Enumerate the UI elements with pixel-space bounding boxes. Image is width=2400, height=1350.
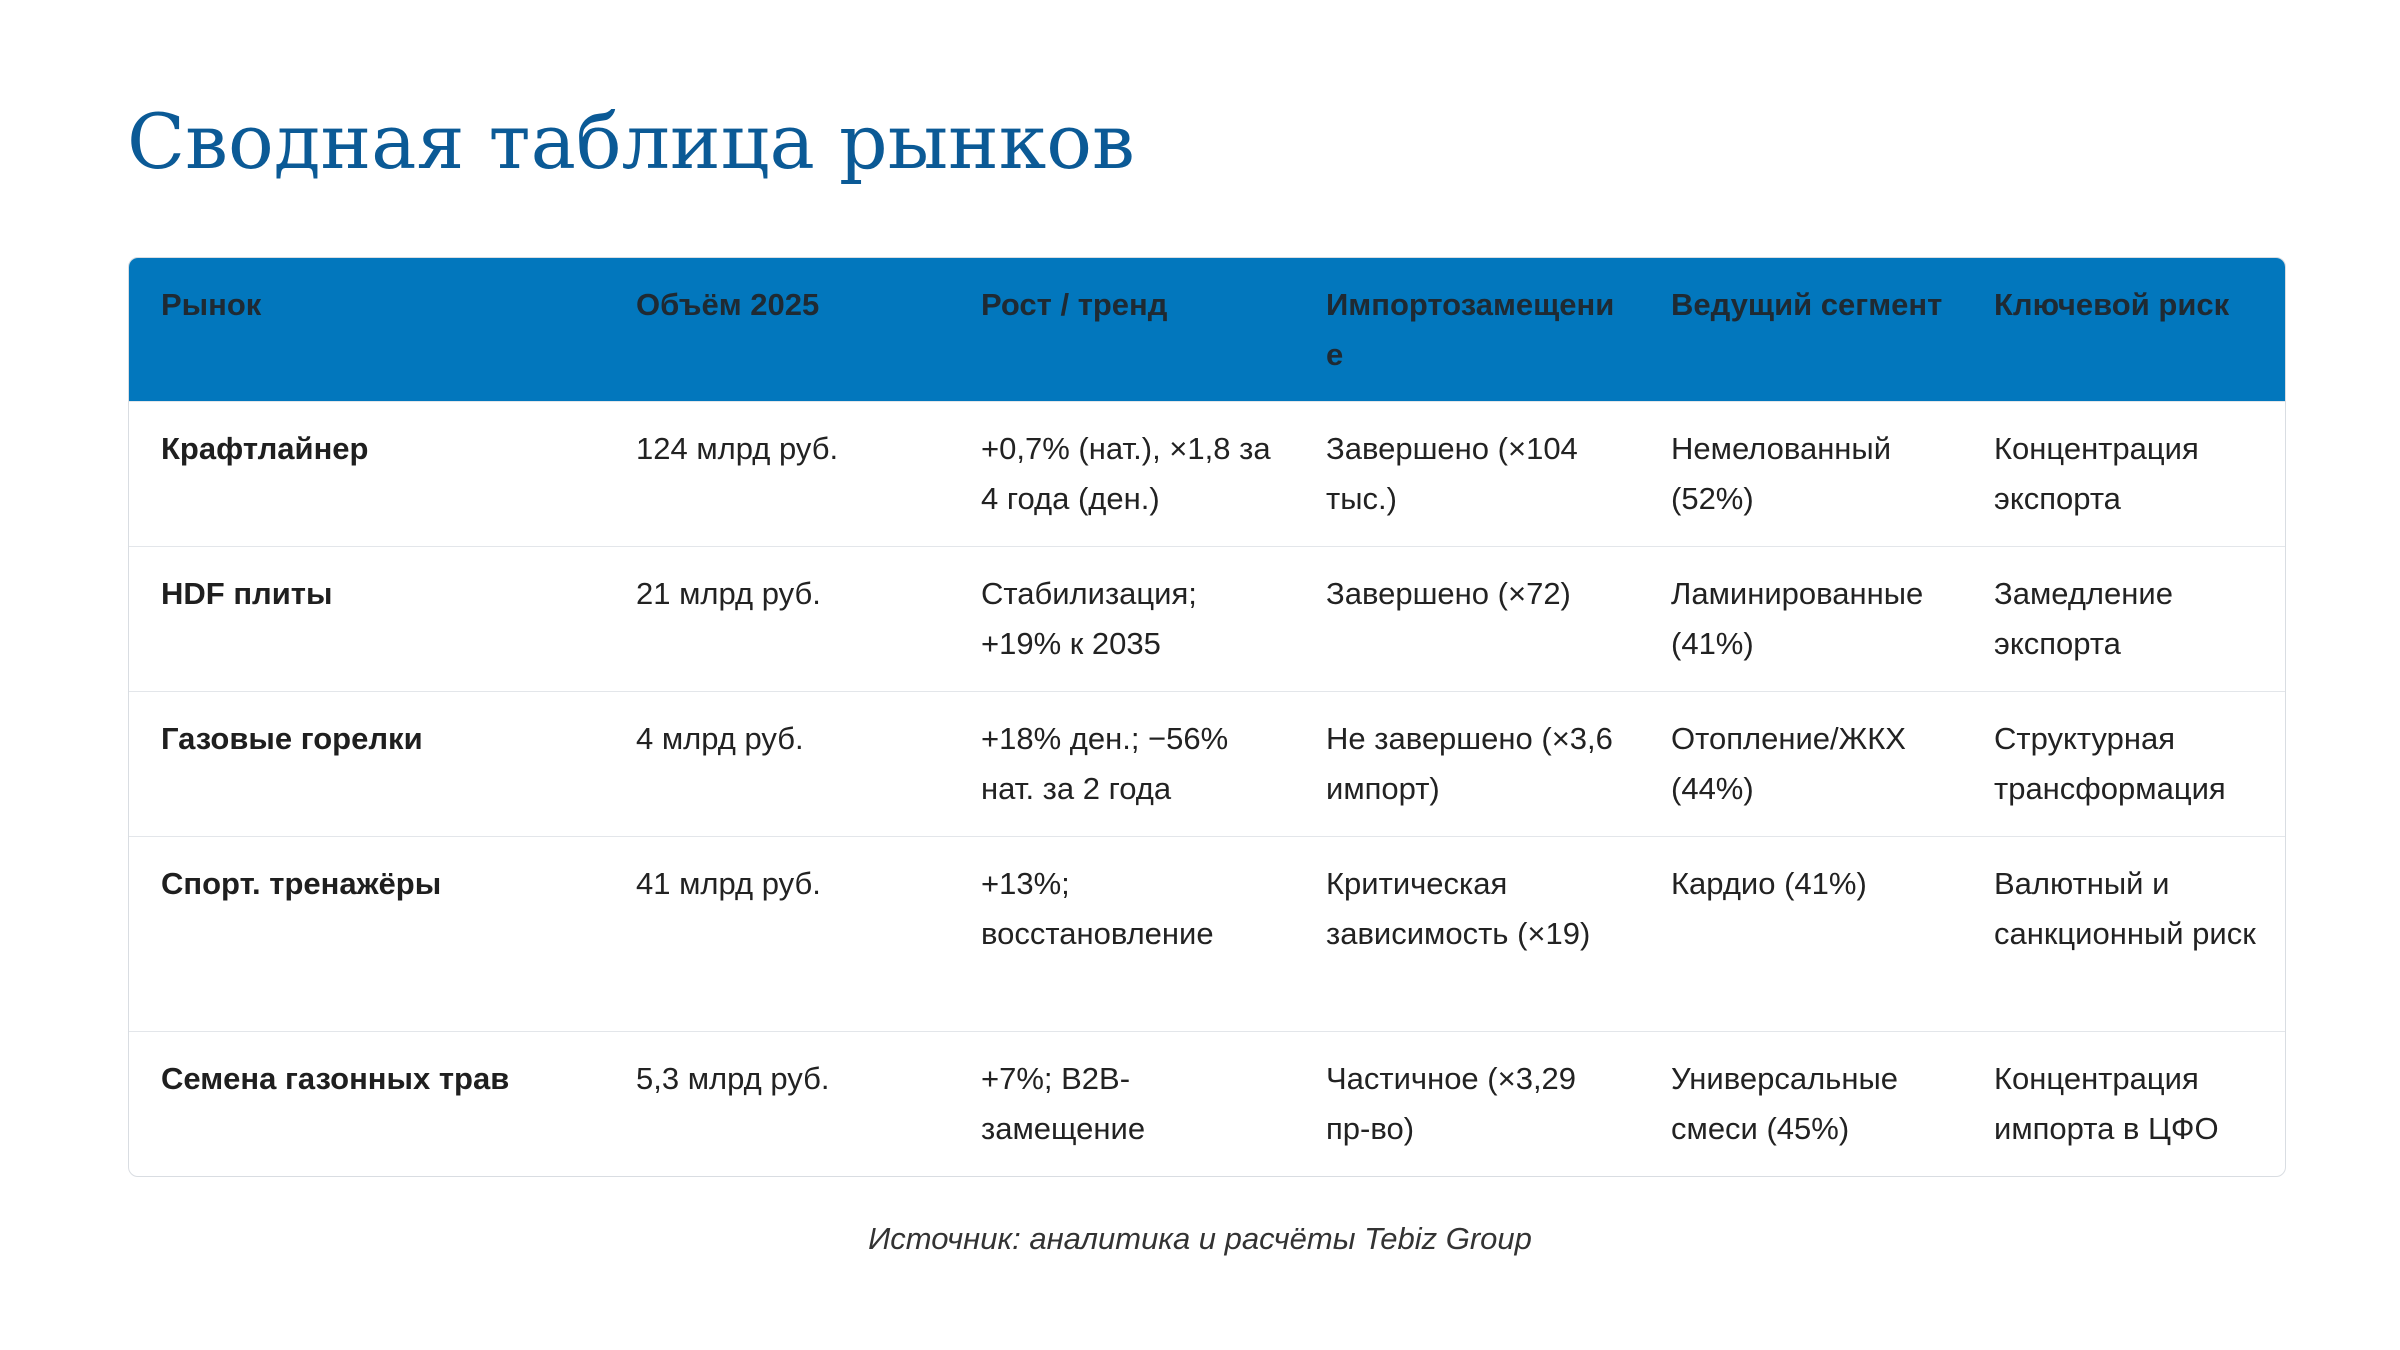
column-header-import-substitution: Импортозамещение — [1326, 287, 1615, 372]
cell-volume: 41 млрд руб. — [604, 836, 949, 1031]
cell-volume: 21 млрд руб. — [604, 546, 949, 691]
cell-growth: +18% ден.; −56% нат. за 2 года — [949, 691, 1294, 836]
markets-table — [129, 258, 2286, 1176]
cell-import-substitution: Завершено (×104 тыс.) — [1294, 401, 1639, 546]
table-row — [129, 691, 2286, 836]
cell-growth: +13%; восстановление — [949, 836, 1294, 1031]
cell-market: Спорт. тренажёры — [129, 836, 604, 1031]
cell-import-substitution: Критическая зависимость (×19) — [1294, 836, 1639, 1031]
cell-leading-segment: Немелованный (52%) — [1639, 401, 1962, 546]
cell-key-risk: Концентрация экспорта — [1962, 401, 2286, 546]
source-caption: Источник: аналитика и расчёты Tebiz Group — [868, 1221, 1532, 1256]
cell-growth: +0,7% (нат.), ×1,8 за 4 года (ден.) — [949, 401, 1294, 546]
cell-key-risk: Замедление экспорта — [1962, 546, 2286, 691]
table-row — [129, 401, 2286, 546]
cell-import-substitution: Частичное (×3,29 пр-во) — [1294, 1031, 1639, 1176]
page-title: Сводная таблица рынков — [127, 97, 1135, 186]
cell-volume: 4 млрд руб. — [604, 691, 949, 836]
column-header-leading-segment: Ведущий сегмент — [1671, 287, 1943, 322]
cell-leading-segment: Ламинированные (41%) — [1639, 546, 1962, 691]
cell-leading-segment: Отопление/ЖКХ (44%) — [1639, 691, 1962, 836]
table-row — [129, 1031, 2286, 1176]
cell-key-risk: Валютный и санкционный риск — [1962, 836, 2286, 1031]
cell-leading-segment: Универсальные смеси (45%) — [1639, 1031, 1962, 1176]
cell-key-risk: Структурная трансформация — [1962, 691, 2286, 836]
cell-market: Семена газонных трав — [129, 1031, 604, 1176]
column-header-market: Рынок — [161, 287, 262, 322]
cell-volume: 5,3 млрд руб. — [604, 1031, 949, 1176]
cell-market: Крафтлайнер — [129, 401, 604, 546]
cell-import-substitution: Не завершено (×3,6 импорт) — [1294, 691, 1639, 836]
cell-growth: +7%; B2B-замещение — [949, 1031, 1294, 1176]
table-header-row — [129, 258, 2286, 401]
column-header-key-risk: Ключевой риск — [1994, 287, 2230, 322]
cell-import-substitution: Завершено (×72) — [1294, 546, 1639, 691]
table-row — [129, 836, 2286, 1031]
cell-market: Газовые горелки — [129, 691, 604, 836]
cell-market: HDF плиты — [129, 546, 604, 691]
table-row — [129, 546, 2286, 691]
cell-key-risk: Концентрация импорта в ЦФО — [1962, 1031, 2286, 1176]
column-header-growth: Рост / тренд — [981, 287, 1168, 322]
markets-table-container — [128, 257, 2286, 1177]
cell-leading-segment: Кардио (41%) — [1639, 836, 1962, 1031]
column-header-volume: Объём 2025 — [636, 287, 820, 322]
cell-growth: Стабилизация; +19% к 2035 — [949, 546, 1294, 691]
cell-volume: 124 млрд руб. — [604, 401, 949, 546]
